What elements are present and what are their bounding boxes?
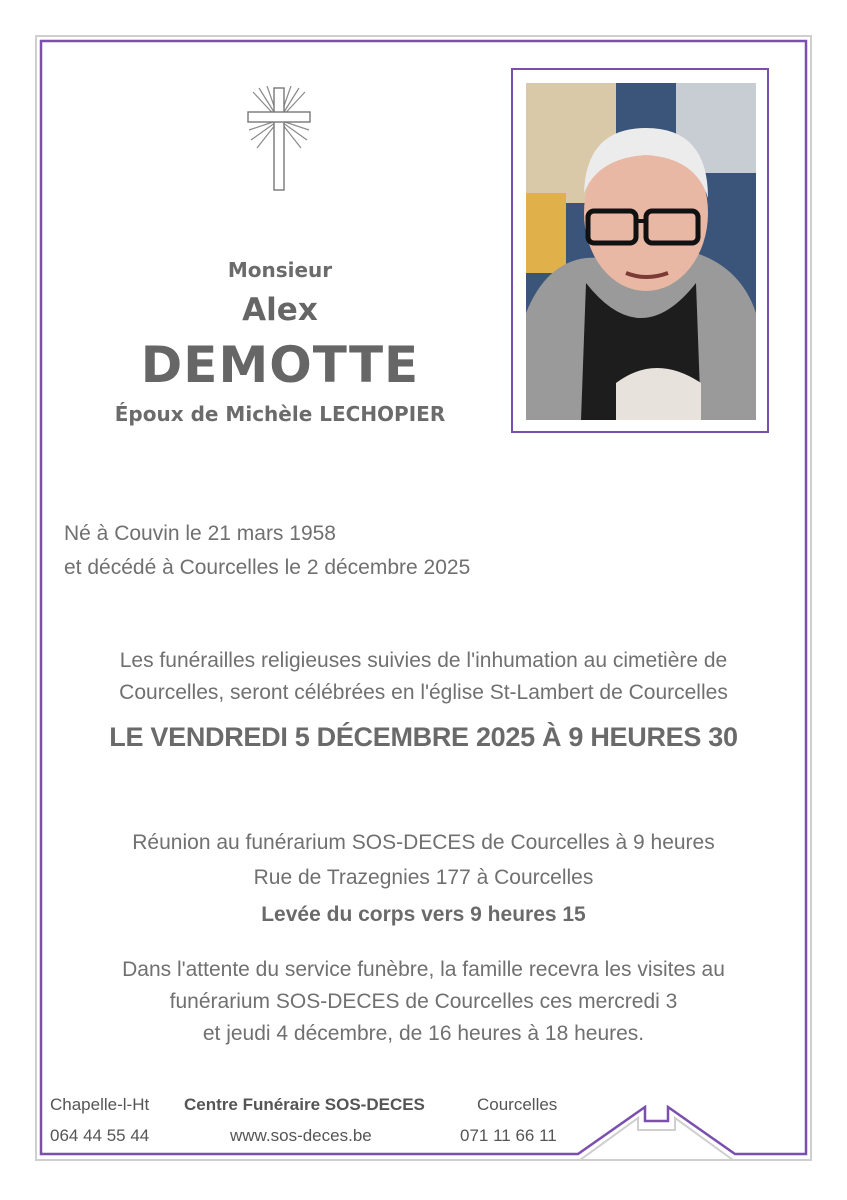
meeting-line-1: Réunion au funérarium SOS-DECES de Courcelles à 9 heures xyxy=(132,831,715,854)
deceased-first-name: Alex xyxy=(242,292,318,328)
funeral-line-2: Courcelles, seront célébrées en l'église St-Lambert de Courcelles xyxy=(119,681,728,704)
footer-left-phone[interactable]: 064 44 55 44 xyxy=(50,1126,150,1145)
meeting-address: Rue de Trazegnies 177 à Courcelles xyxy=(253,866,594,889)
visits-line-2: funérarium SOS-DECES de Courcelles ces mercredi 3 xyxy=(169,990,678,1013)
death-line: et décédé à Courcelles le 2 décembre 2025 xyxy=(64,556,471,579)
visits-line-1: Dans l'attente du service funèbre, la famille recevra les visites au xyxy=(122,958,725,981)
footer-company-name: Centre Funéraire SOS-DECES xyxy=(184,1095,425,1114)
deceased-last-name: DEMOTTE xyxy=(140,336,420,394)
visits-info xyxy=(40,954,807,1050)
footer-right-city: Courcelles xyxy=(477,1095,558,1114)
meeting-info xyxy=(40,825,807,895)
visits-line-3: et jeudi 4 décembre, de 16 heures à 18 heures. xyxy=(202,1022,645,1045)
birth-line: Né à Couvin le 21 mars 1958 xyxy=(64,522,336,545)
funeral-info xyxy=(40,645,807,709)
footer-right-phone[interactable]: 071 11 66 11 xyxy=(460,1126,557,1145)
birth-death-info xyxy=(64,517,470,585)
footer-website-link[interactable]: www.sos-deces.be xyxy=(230,1126,372,1145)
funeral-date: LE VENDREDI 5 DÉCEMBRE 2025 À 9 HEURES 30 xyxy=(109,722,738,752)
portrait-frame xyxy=(511,68,769,433)
footer-left-city: Chapelle-l-Ht xyxy=(50,1095,150,1114)
deceased-title: Monsieur xyxy=(227,258,333,282)
levee-du-corps: Levée du corps vers 9 heures 15 xyxy=(261,903,586,926)
funeral-line-1: Les funérailles religieuses suivies de l'inhumation au cimetière de xyxy=(119,649,728,672)
deceased-spouse: Époux de Michèle LECHOPIER xyxy=(114,402,446,426)
portrait-photo xyxy=(526,83,756,420)
radiant-cross-icon xyxy=(245,86,313,192)
